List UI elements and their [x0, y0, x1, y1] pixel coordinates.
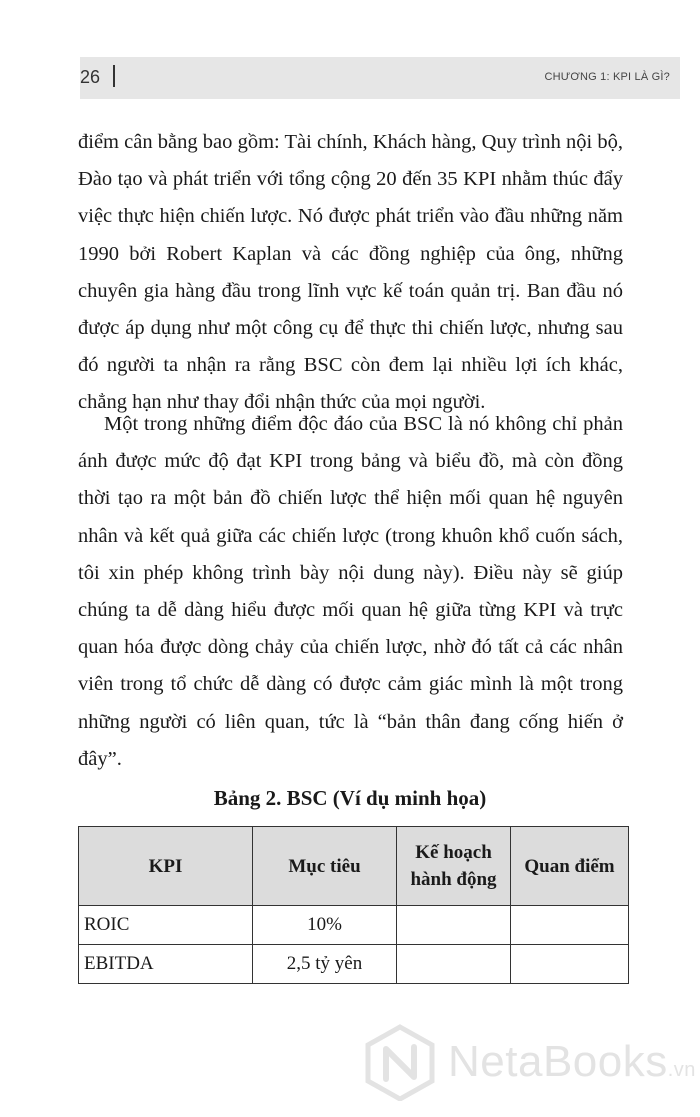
- body-paragraph-2: Một trong những điểm độc đáo của BSC là nó không chỉ phản ánh được mức độ đạt KPI trong bảng và biểu đồ, mà còn đồng thời tạo ra một bản đồ chiến lược thể hiện mối quan hệ nguyên nhân và kết quả giữa các chiến lược (trong khuôn khổ cuốn sách, tôi xin phép không trình bày nội dung này). Điều này sẽ giúp chúng ta dễ dàng hiểu được mối quan hệ giữa từng KPI và trực quan hóa được dòng chảy của chiến lược, nhờ đó tất cả các nhân viên trong tổ chức dễ dàng có được cảm giác mình là một trong những người có liên quan, tức là “bản thân đang cống hiến ở đây”.: [78, 413, 623, 770]
- table-cell-target: 10%: [253, 906, 397, 945]
- table-cell-target: 2,5 tỷ yên: [253, 945, 397, 984]
- netabooks-logo-icon: [360, 1023, 440, 1101]
- table-header-row: [79, 827, 629, 906]
- table-cell-perspective: [511, 906, 629, 945]
- table-cell-perspective: [511, 945, 629, 984]
- table-cell-action-plan: [397, 906, 511, 945]
- page-number: 26: [80, 67, 101, 87]
- header-kpi: KPI: [79, 827, 253, 906]
- table-cell-action-plan: [397, 945, 511, 984]
- table-row: [79, 945, 629, 984]
- table-cell-kpi: EBITDA: [79, 945, 253, 984]
- header-perspective: Quan điểm: [511, 827, 629, 906]
- watermark-text: NetaBooks.vn: [448, 1037, 696, 1086]
- table-caption: Bảng 2. BSC (Ví dụ minh họa): [213, 786, 487, 810]
- header-target: Mục tiêu: [253, 827, 397, 906]
- header-action-plan: Kế hoạch hành động: [397, 827, 511, 906]
- table-row: [79, 906, 629, 945]
- table-cell-kpi: ROIC: [79, 906, 253, 945]
- watermark: [360, 1023, 696, 1101]
- chapter-title: CHƯƠNG 1: KPI LÀ GÌ?: [544, 71, 670, 83]
- running-header: [80, 57, 680, 99]
- body-paragraph-1: điểm cân bằng bao gồm: Tài chính, Khách hàng, Quy trình nội bộ, Đào tạo và phát triển với tổng cộng 20 đến 35 KPI nhằm thúc đẩy việc thực hiện chiến lược. Nó được phát triển vào đầu những năm 1990 bởi Robert Kaplan và các đồng nghiệp của ông, những chuyên gia hàng đầu trong lĩnh vực kế toán quản trị. Ban đầu nó được áp dụng như một công cụ để thực thi chiến lược, nhưng sau đó người ta nhận ra rằng BSC còn đem lại nhiều lợi ích khác, chẳng hạn như thay đổi nhận thức của mọi người.: [78, 131, 623, 414]
- bsc-table: [78, 826, 629, 984]
- header-separator: [113, 65, 115, 87]
